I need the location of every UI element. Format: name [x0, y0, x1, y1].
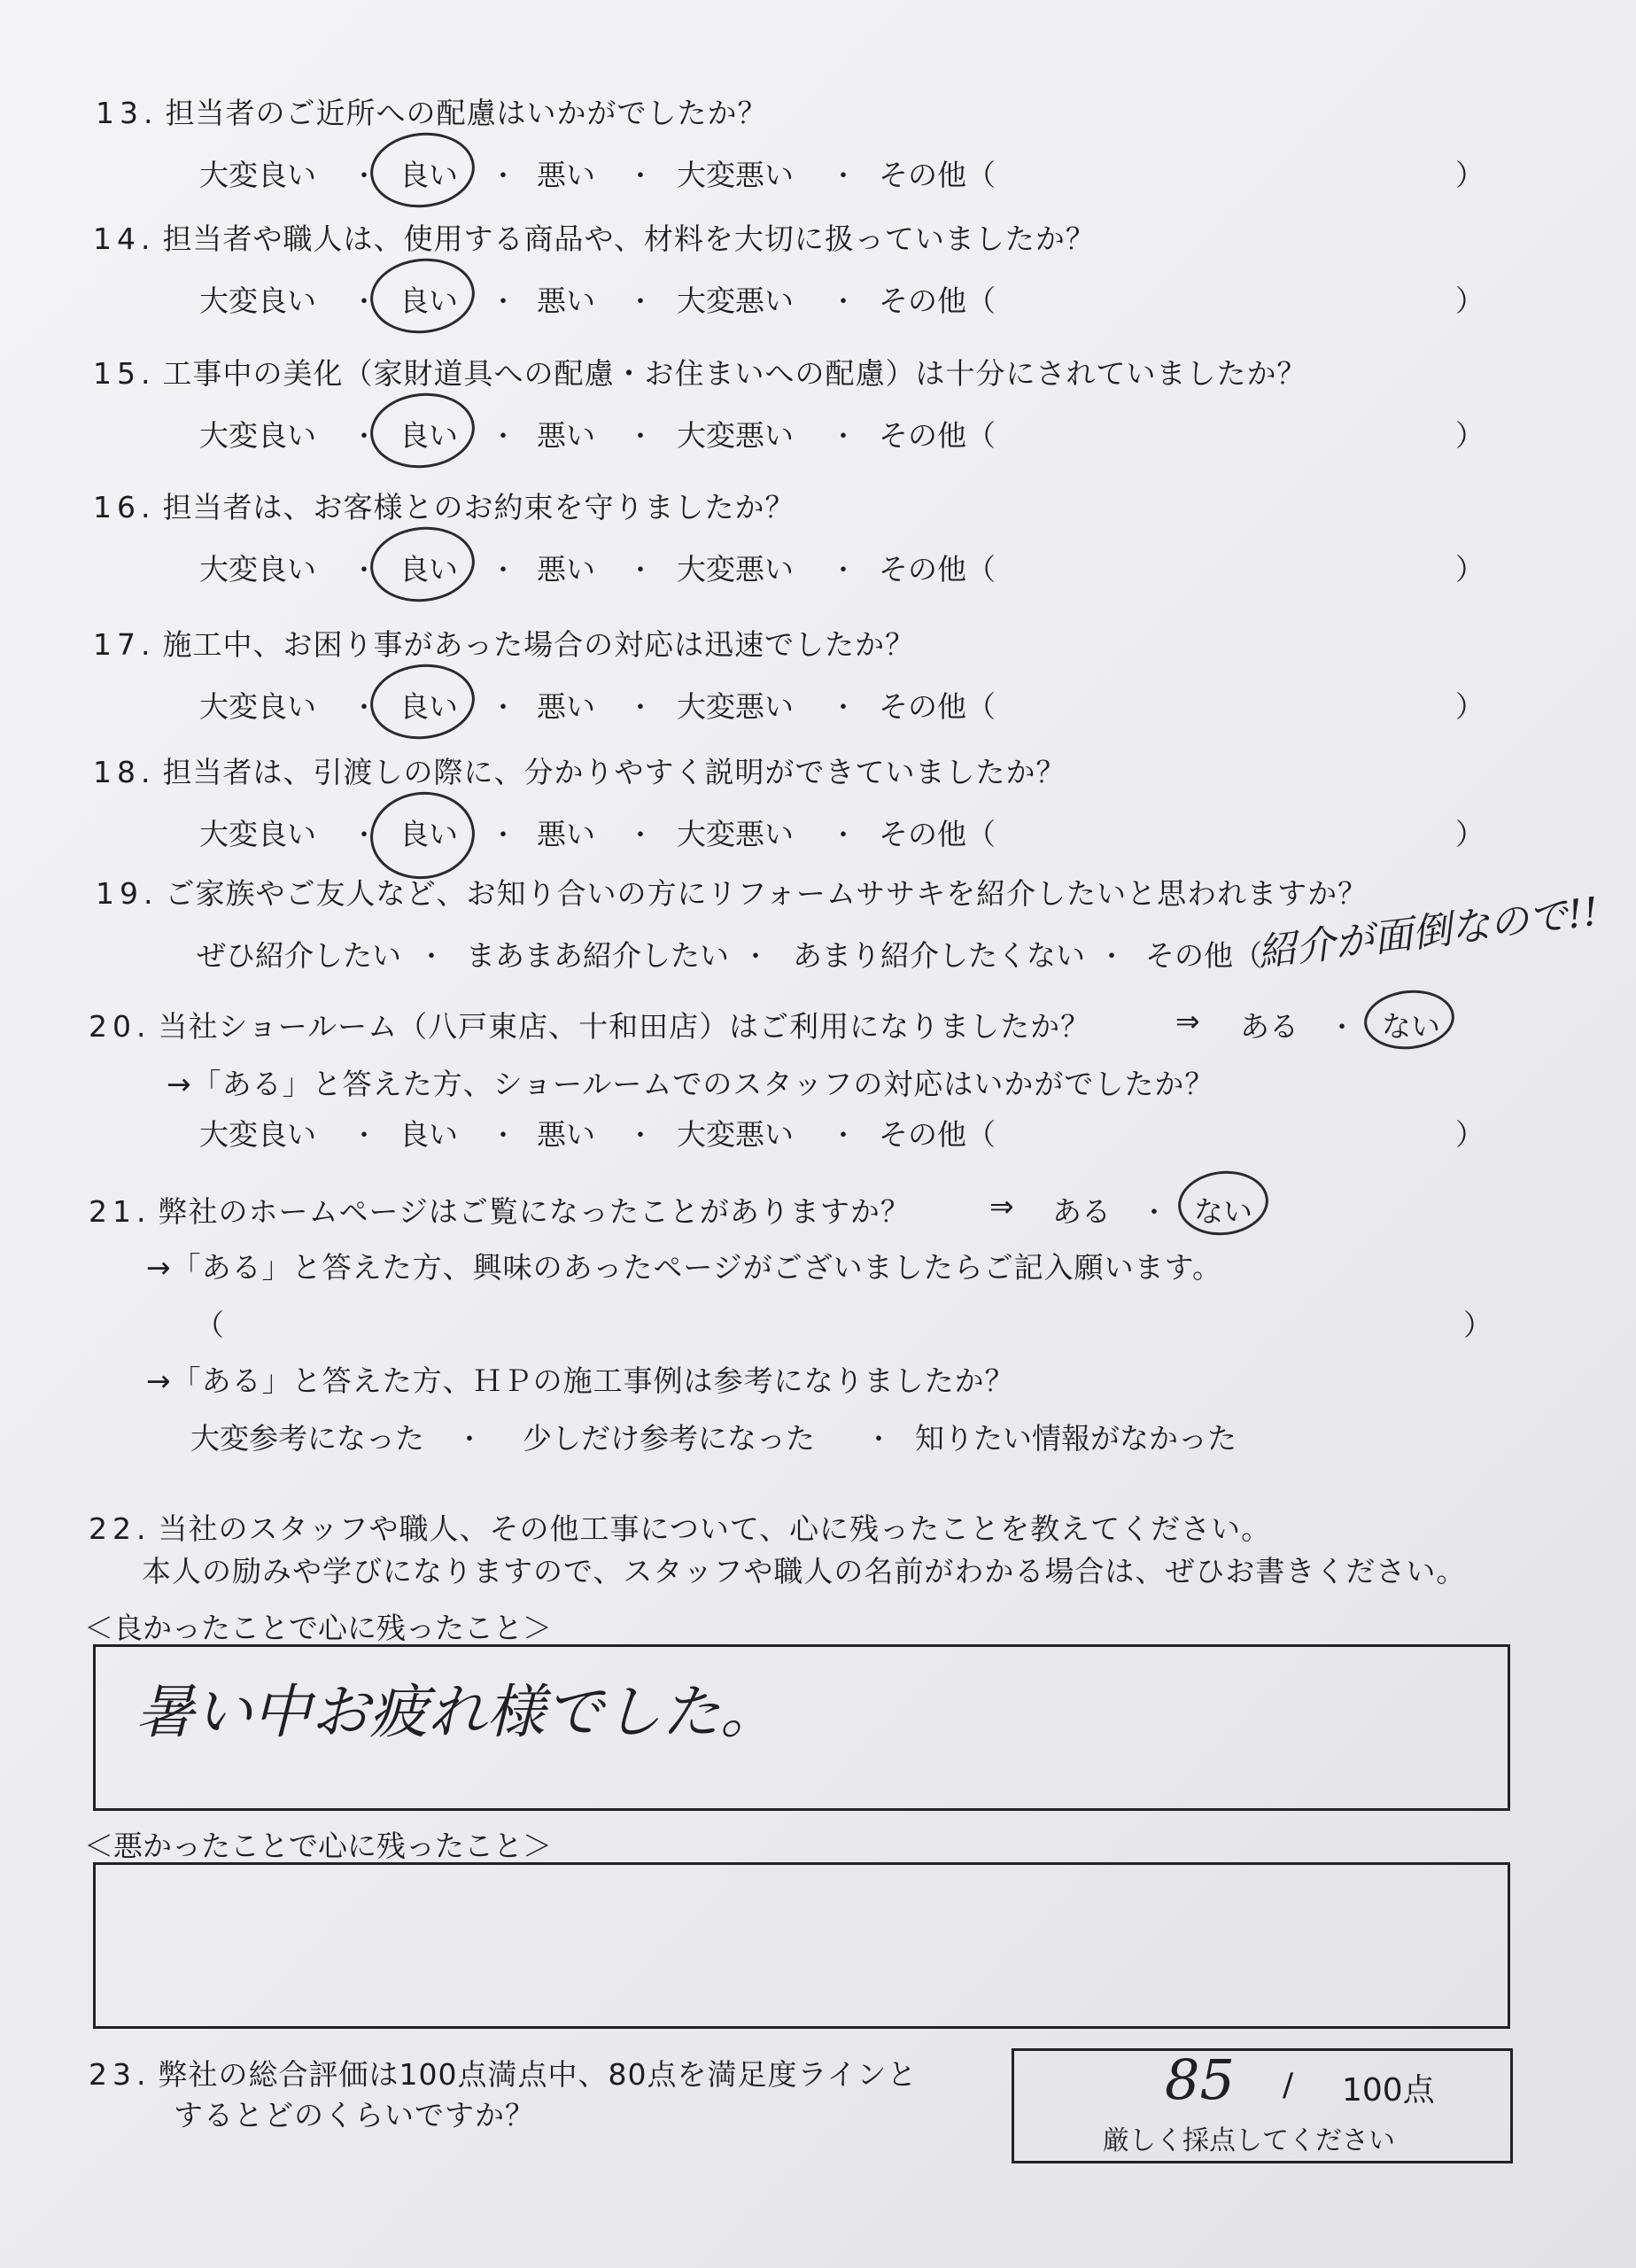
option-great[interactable]: 大変良い: [199, 689, 316, 724]
separator: ・: [830, 820, 857, 851]
question-14: [93, 216, 1096, 258]
option-great[interactable]: 大変良い: [199, 284, 316, 318]
paren-close: ）: [1455, 689, 1485, 724]
separator: ・: [830, 555, 857, 586]
question-text: 当社ショールーム（八戸東店、十和田店）はご利用になりましたか？: [158, 1009, 1091, 1044]
q21-option-yes[interactable]: ある: [1052, 1194, 1111, 1229]
separator: ・: [830, 161, 857, 192]
question-21: [89, 1189, 911, 1231]
question-number: 17.: [93, 627, 156, 662]
option-good[interactable]: 良い: [399, 158, 458, 192]
q21-follow-up-1: →「ある」と答えた方、興味のあったページがございましたらご記入願います。: [146, 1250, 1223, 1285]
paren-close: ）: [1455, 284, 1485, 318]
separator: ・: [1141, 1198, 1167, 1229]
option-great[interactable]: 大変良い: [199, 552, 316, 586]
q21-option-1[interactable]: 大変参考になった: [190, 1421, 424, 1456]
paren-close: ）: [1455, 552, 1485, 586]
separator: ・: [490, 555, 516, 586]
question-19: [96, 871, 1368, 913]
separator: ・: [490, 820, 516, 851]
question-number: 18.: [93, 755, 156, 789]
bad-comments-header: ＜悪かったことで心に残ったこと＞: [84, 1829, 552, 1863]
q20-follow-up: →「ある」と答えた方、ショールームでのスタッフの対応はいかがでしたか？: [167, 1067, 1215, 1101]
option-very-bad[interactable]: 大変悪い: [677, 1117, 794, 1152]
question-13: [96, 90, 767, 132]
separator: ・: [627, 820, 654, 851]
separator: ・: [830, 693, 857, 724]
question-number: 19.: [96, 876, 159, 911]
separator: ・: [351, 693, 377, 724]
separator: ・: [351, 555, 377, 586]
score-box[interactable]: [1012, 2048, 1513, 2163]
option-very-bad[interactable]: 大変悪い: [677, 689, 794, 724]
separator: ・: [351, 1121, 377, 1152]
question-text: 弊社の総合評価は100点満点中、80点を満足度ラインと: [158, 2057, 918, 2092]
question-number: 13.: [96, 96, 159, 130]
option-good[interactable]: 良い: [399, 418, 458, 453]
separator: ・: [865, 1425, 892, 1456]
question-number: 14.: [93, 221, 156, 256]
separator: ・: [830, 422, 857, 453]
arrow: ⇒: [1175, 1004, 1200, 1038]
separator: ・: [490, 161, 516, 192]
option-bad[interactable]: 悪い: [537, 817, 595, 851]
option-great[interactable]: 大変良い: [199, 418, 316, 453]
question-number: 16.: [93, 490, 156, 524]
separator: ・: [627, 161, 654, 192]
separator: ・: [627, 693, 654, 724]
q21-follow-up-2: →「ある」と答えた方、ＨＰの施工事例は参考になりましたか？: [146, 1363, 1015, 1398]
question-text: ご家族やご友人など、お知り合いの方にリフォームササキを紹介したいと思われますか？: [165, 876, 1369, 911]
paren-close: ）: [1455, 817, 1485, 851]
selection-circle: [367, 253, 478, 338]
selection-circle: [1175, 1167, 1272, 1239]
question-text: 弊社のホームページはご覧になったことがありますか？: [158, 1194, 911, 1229]
q21-option-no[interactable]: ない: [1194, 1194, 1252, 1229]
option-other[interactable]: その他（: [879, 284, 996, 318]
option-very-bad[interactable]: 大変悪い: [677, 284, 794, 318]
selection-circle: [367, 128, 478, 213]
selection-circle: [1361, 986, 1457, 1053]
score-slash: /: [1283, 2067, 1294, 2103]
option-great[interactable]: 大変良い: [199, 158, 316, 192]
option-good[interactable]: 良い: [399, 817, 458, 851]
separator: ・: [1329, 1013, 1355, 1044]
question-number: 21.: [89, 1194, 151, 1229]
option-other[interactable]: その他（: [879, 158, 996, 192]
good-comments-answer: 暑い中お疲れ様でした。: [136, 1678, 779, 1746]
selection-circle: [367, 388, 478, 473]
separator: ・: [627, 1121, 654, 1152]
q21-option-3[interactable]: 知りたい情報がなかった: [915, 1421, 1237, 1456]
selection-circle: [366, 787, 479, 884]
option-other[interactable]: その他（: [879, 1117, 996, 1152]
option-good[interactable]: 良い: [399, 1117, 458, 1152]
question-text: 担当者や職人は、使用する商品や、材料を大切に扱っていましたか？: [162, 221, 1096, 256]
separator: ・: [351, 820, 377, 851]
question-16: [93, 485, 795, 526]
separator: ・: [830, 1121, 857, 1152]
option-good[interactable]: 良い: [399, 689, 458, 724]
good-comments-box[interactable]: [93, 1644, 1510, 1811]
score-value: 85: [1165, 2047, 1235, 2112]
q20-option-no[interactable]: ない: [1382, 1009, 1440, 1044]
paren-close: ）: [1455, 158, 1485, 192]
question-20: [89, 1004, 1090, 1045]
question-22: [89, 1506, 1271, 1548]
option-very-bad[interactable]: 大変悪い: [677, 158, 794, 192]
separator: ・: [418, 942, 445, 973]
q19-option-2[interactable]: まあまあ紹介したい: [466, 938, 729, 973]
question-text: 担当者のご近所への配慮はいかがでしたか？: [165, 96, 768, 130]
option-bad[interactable]: 悪い: [537, 552, 595, 586]
separator: ・: [490, 422, 516, 453]
question-23-continued: するとどのくらいですか？: [174, 2098, 535, 2132]
paren-close: ）: [1463, 1308, 1493, 1342]
question-15: [93, 351, 1306, 392]
question-text: 担当者は、引渡しの際に、分かりやすく説明ができていましたか？: [162, 755, 1066, 789]
bad-comments-box[interactable]: [93, 1862, 1510, 2029]
option-bad[interactable]: 悪い: [537, 158, 595, 192]
selection-circle: [367, 659, 478, 744]
question-number: 23.: [89, 2057, 151, 2092]
option-other[interactable]: その他（: [879, 817, 996, 851]
separator: ・: [627, 422, 654, 453]
q19-option-other[interactable]: その他（: [1145, 938, 1262, 973]
separator: ・: [627, 555, 654, 586]
option-good[interactable]: 良い: [399, 284, 458, 318]
score-max: 100点: [1342, 2072, 1435, 2109]
question-18: [93, 750, 1066, 791]
question-17: [93, 622, 915, 664]
q20-option-yes[interactable]: ある: [1240, 1009, 1299, 1044]
option-very-bad[interactable]: 大変悪い: [677, 552, 794, 586]
question-22-note: 本人の励みや学びになりますので、スタッフや職人の名前がわかる場合は、ぜひお書きください。: [142, 1554, 1467, 1588]
separator: ・: [351, 287, 377, 318]
separator: ・: [490, 693, 516, 724]
question-text: 施工中、お困り事があった場合の対応は迅速でしたか？: [162, 627, 916, 662]
question-23: [89, 2052, 917, 2093]
q19-handwritten-answer: 紹介が面倒なので!!: [1254, 889, 1601, 976]
option-great[interactable]: 大変良い: [199, 817, 316, 851]
separator: ・: [1098, 942, 1125, 973]
option-bad[interactable]: 悪い: [537, 1117, 595, 1152]
option-bad[interactable]: 悪い: [537, 418, 595, 453]
good-comments-header: ＜良かったことで心に残ったこと＞: [84, 1611, 552, 1645]
separator: ・: [456, 1425, 483, 1456]
question-text: 工事中の美化（家財道具への配慮・お住まいへの配慮）は十分にされていましたか？: [162, 356, 1307, 391]
paren-close: ）: [1455, 1117, 1485, 1152]
q21-option-2[interactable]: 少しだけ参考になった: [523, 1421, 815, 1456]
question-text: 担当者は、お客様とのお約束を守りましたか？: [162, 490, 795, 524]
option-other[interactable]: その他（: [879, 689, 996, 724]
separator: ・: [830, 287, 857, 318]
separator: ・: [627, 287, 654, 318]
option-other[interactable]: その他（: [879, 552, 996, 586]
q19-option-1[interactable]: ぜひ紹介したい: [197, 938, 401, 973]
paren-close: ）: [1455, 418, 1485, 453]
option-very-bad[interactable]: 大変悪い: [677, 817, 794, 851]
paren-open: （: [195, 1308, 224, 1342]
separator: ・: [490, 287, 516, 318]
option-very-bad[interactable]: 大変悪い: [677, 418, 794, 453]
question-number: 20.: [89, 1009, 151, 1044]
separator: ・: [351, 422, 377, 453]
option-other[interactable]: その他（: [879, 418, 996, 453]
question-number: 15.: [93, 356, 156, 391]
score-note: 厳しく採点してください: [1103, 2125, 1395, 2156]
option-bad[interactable]: 悪い: [537, 284, 595, 318]
option-bad[interactable]: 悪い: [537, 689, 595, 724]
separator: ・: [490, 1121, 516, 1152]
question-text: 当社のスタッフや職人、その他工事について、心に残ったことを教えてください。: [158, 1511, 1272, 1546]
arrow: ⇒: [989, 1189, 1014, 1223]
option-great[interactable]: 大変良い: [199, 1117, 316, 1152]
selection-circle: [367, 522, 478, 607]
q19-option-3[interactable]: あまり紹介したくない: [793, 938, 1085, 973]
separator: ・: [742, 942, 769, 973]
separator: ・: [351, 161, 377, 192]
question-number: 22.: [89, 1511, 151, 1546]
option-good[interactable]: 良い: [399, 552, 458, 586]
